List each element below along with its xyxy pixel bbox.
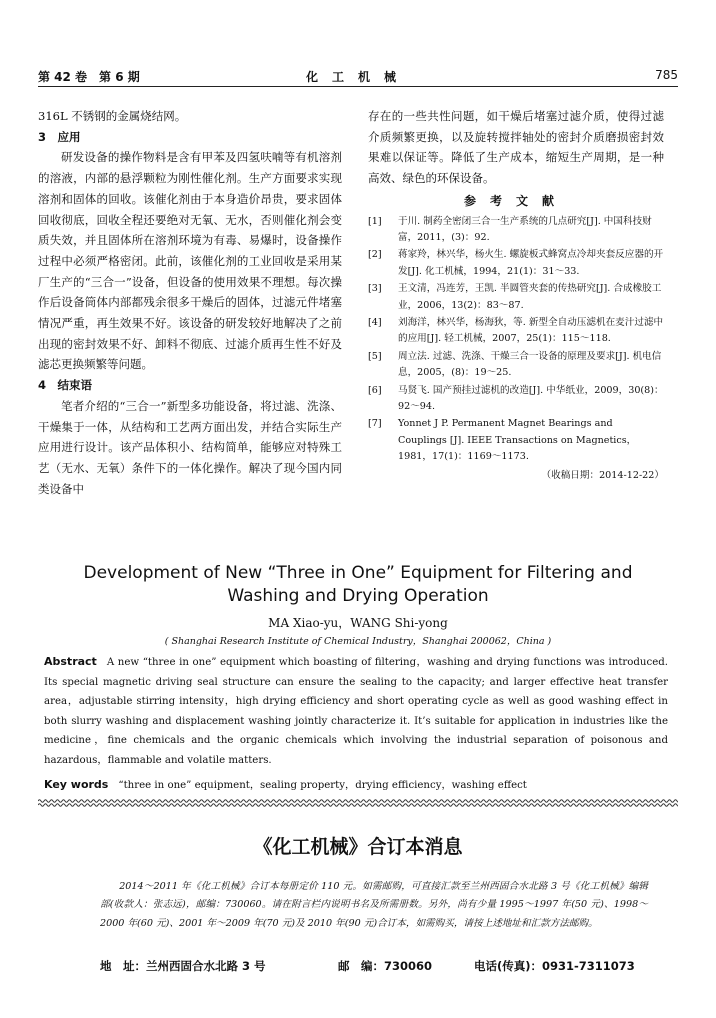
english-title-line: Washing and Drying Operation xyxy=(227,586,489,606)
reference-text: 蒋家羚，林兴华，杨火生. 螺旋板式蜂窝点冷却夹套反应器的开发[J]. 化工机械，1994，21(1)：31～33. xyxy=(398,249,664,277)
contact-line xyxy=(100,958,660,974)
notice-title: 《化工机械》合订本消息 xyxy=(253,836,463,858)
reference-item xyxy=(368,416,664,465)
received-date: （收稿日期：2014-12-22） xyxy=(541,469,664,481)
reference-number: [4] xyxy=(368,316,382,328)
reference-item xyxy=(368,383,664,416)
notice-body xyxy=(100,878,648,933)
reference-number: [7] xyxy=(368,418,382,430)
reference-text: 马贤飞. 国产预挂过滤机的改造[J]. 中华纸业，2009，30(8)：92～94. xyxy=(398,384,664,412)
reference-number: [5] xyxy=(368,350,382,362)
reference-text: 王文清，冯连芳，王凯. 半圆管夹套的传热研究[J]. 合成橡胶工业，2006，13(2)：83～87. xyxy=(398,283,662,311)
contact-postcode: 邮 编：730060 xyxy=(338,959,433,973)
running-header xyxy=(38,64,678,87)
references-heading: 参考文献 xyxy=(463,193,568,208)
reference-text: 刘海洋，林兴华，杨海狄，等. 新型全自动压滤机在麦汁过滤中的应用[J]. 轻工机械，2007，25(1)：115～118. xyxy=(398,316,664,345)
reference-text: Yonnet J P. Permanent Magnet Bearings and Couplings [J]. IEEE Transactions on Magnetics，1981，17(1)：1169～1173. xyxy=(398,418,637,463)
section-heading-conclusion: 4 结束语 xyxy=(38,378,93,393)
paragraph: 316L 不锈钢的金属烧结网。 xyxy=(38,109,187,123)
english-title xyxy=(38,562,678,608)
reference-item xyxy=(368,247,664,280)
paragraph: 研发设备的操作物料是含有甲苯及四氢呋喃等有机溶剂的溶液，内部的悬浮颗粒为刚性催化剂。生产方面要求实现溶剂和固体的回收。该催化剂由于本身造价昂贵，要求固体回收彻底，回收全程还要绝对无氧、无水，否则催化剂会变质失效，并且固体所在溶剂环境为有毒、易爆时，设备操作过程中必须严格密闭。此前，该催化剂的工业回收是采用某厂生产的“三合一”设备，但设备的使用效果不理想。每次操作后设备筒体内部都残余很多干燥后的固体，过滤元件堵塞情况严重，再生效果不好。该设备的研发较好地解决了之前出现的密封效果不好、卸料不彻底、过滤介质再生性不好及滤芯更换频繁等问题。 xyxy=(38,150,342,372)
reference-number: [1] xyxy=(368,215,382,227)
page-number: 785 xyxy=(655,68,678,82)
reference-number: [3] xyxy=(368,283,382,295)
notice-text: 2014～2011 年《化工机械》合订本每册定价 110 元。如需邮购，可直接汇款至兰州西固合水北路 3 号《化工机械》编辑部(收款人：张志远)，邮编：730060。请在附言栏内说明书名及所需册数。另外，尚有少量 1995～1997 年(50 元)、1998～2000 年(60 元)、2001 年～2009 年(70 元)及 2010 年(90 元)合订本，如需购买，请按上述地址和汇款方法邮购。 xyxy=(100,881,648,929)
contact-address: 地 址：兰州西固合水北路 3 号 xyxy=(100,959,266,973)
keywords xyxy=(44,776,668,791)
reference-text: 周立法. 过滤、洗涤、干燥三合一设备的原理及要求[J]. 机电信息，2005，(8)：19～25. xyxy=(398,350,662,379)
wavy-divider xyxy=(38,798,678,808)
right-column xyxy=(368,106,664,486)
reference-text: 于川. 制药全密闭三合一生产系统的几点研究[J]. 中国科技财富，2011，(3)：92. xyxy=(398,215,652,243)
left-column xyxy=(38,106,342,499)
abstract xyxy=(44,652,668,771)
reference-item xyxy=(368,349,664,382)
reference-item xyxy=(368,214,664,247)
english-title-line: Development of New “Three in One” Equipment for Filtering and xyxy=(83,563,633,583)
reference-item xyxy=(368,281,664,314)
reference-number: [6] xyxy=(368,384,382,396)
keywords-label: Key words xyxy=(44,778,109,791)
volume-issue: 第 42 卷 第 6 期 xyxy=(38,70,140,84)
keywords-text: “three in one” equipment，sealing property，drying efficiency，washing effect xyxy=(118,780,527,791)
section-heading-application: 3 应用 xyxy=(38,129,81,144)
reference-item xyxy=(368,315,664,348)
abstract-label: Abstract xyxy=(44,655,97,668)
authors: MA Xiao-yu，WANG Shi-yong xyxy=(268,616,448,630)
contact-phone: 电话(传真)：0931-7311073 xyxy=(474,959,635,973)
affiliation: ( Shanghai Research Institute of Chemical Industry，Shanghai 200062，China ) xyxy=(164,636,552,647)
journal-name: 化工机械 xyxy=(305,70,410,84)
abstract-text: A new “three in one” equipment which boasting of filtering，washing and drying functions was introduced. Its special magnetic driving seal structure can ensure the sealing to the capacity; and larger effective heat transfer area，adjustable stirring intensity，high drying efficiency and short operating cycle as well as good washing effect in both slurry washing and displacement washing jointly characterize it. It’s suitable for application in industries like the medicine，fine chemicals and the organic chemicals which involving the industrial separation of poisonous and hazardous，flammable and volatile matters. xyxy=(44,657,668,766)
paragraph: 笔者介绍的“三合一”新型多功能设备，将过滤、洗涤、干燥集于一体，从结构和工艺两方面出发，并结合实际生产应用进行设计。该产品体积小、结构简单，能够应对特殊工艺（无水、无氧）条件下的一体化操作。解决了现今国内同类设备中 xyxy=(38,398,342,496)
paragraph: 存在的一些共性问题，如干燥后堵塞过滤介质，使得过滤介质频繁更换，以及旋转搅拌轴处的密封介质磨损密封效果难以保证等。降低了生产成本，缩短生产周期，是一种高效、绿色的环保设备。 xyxy=(368,109,664,186)
reference-number: [2] xyxy=(368,249,382,261)
